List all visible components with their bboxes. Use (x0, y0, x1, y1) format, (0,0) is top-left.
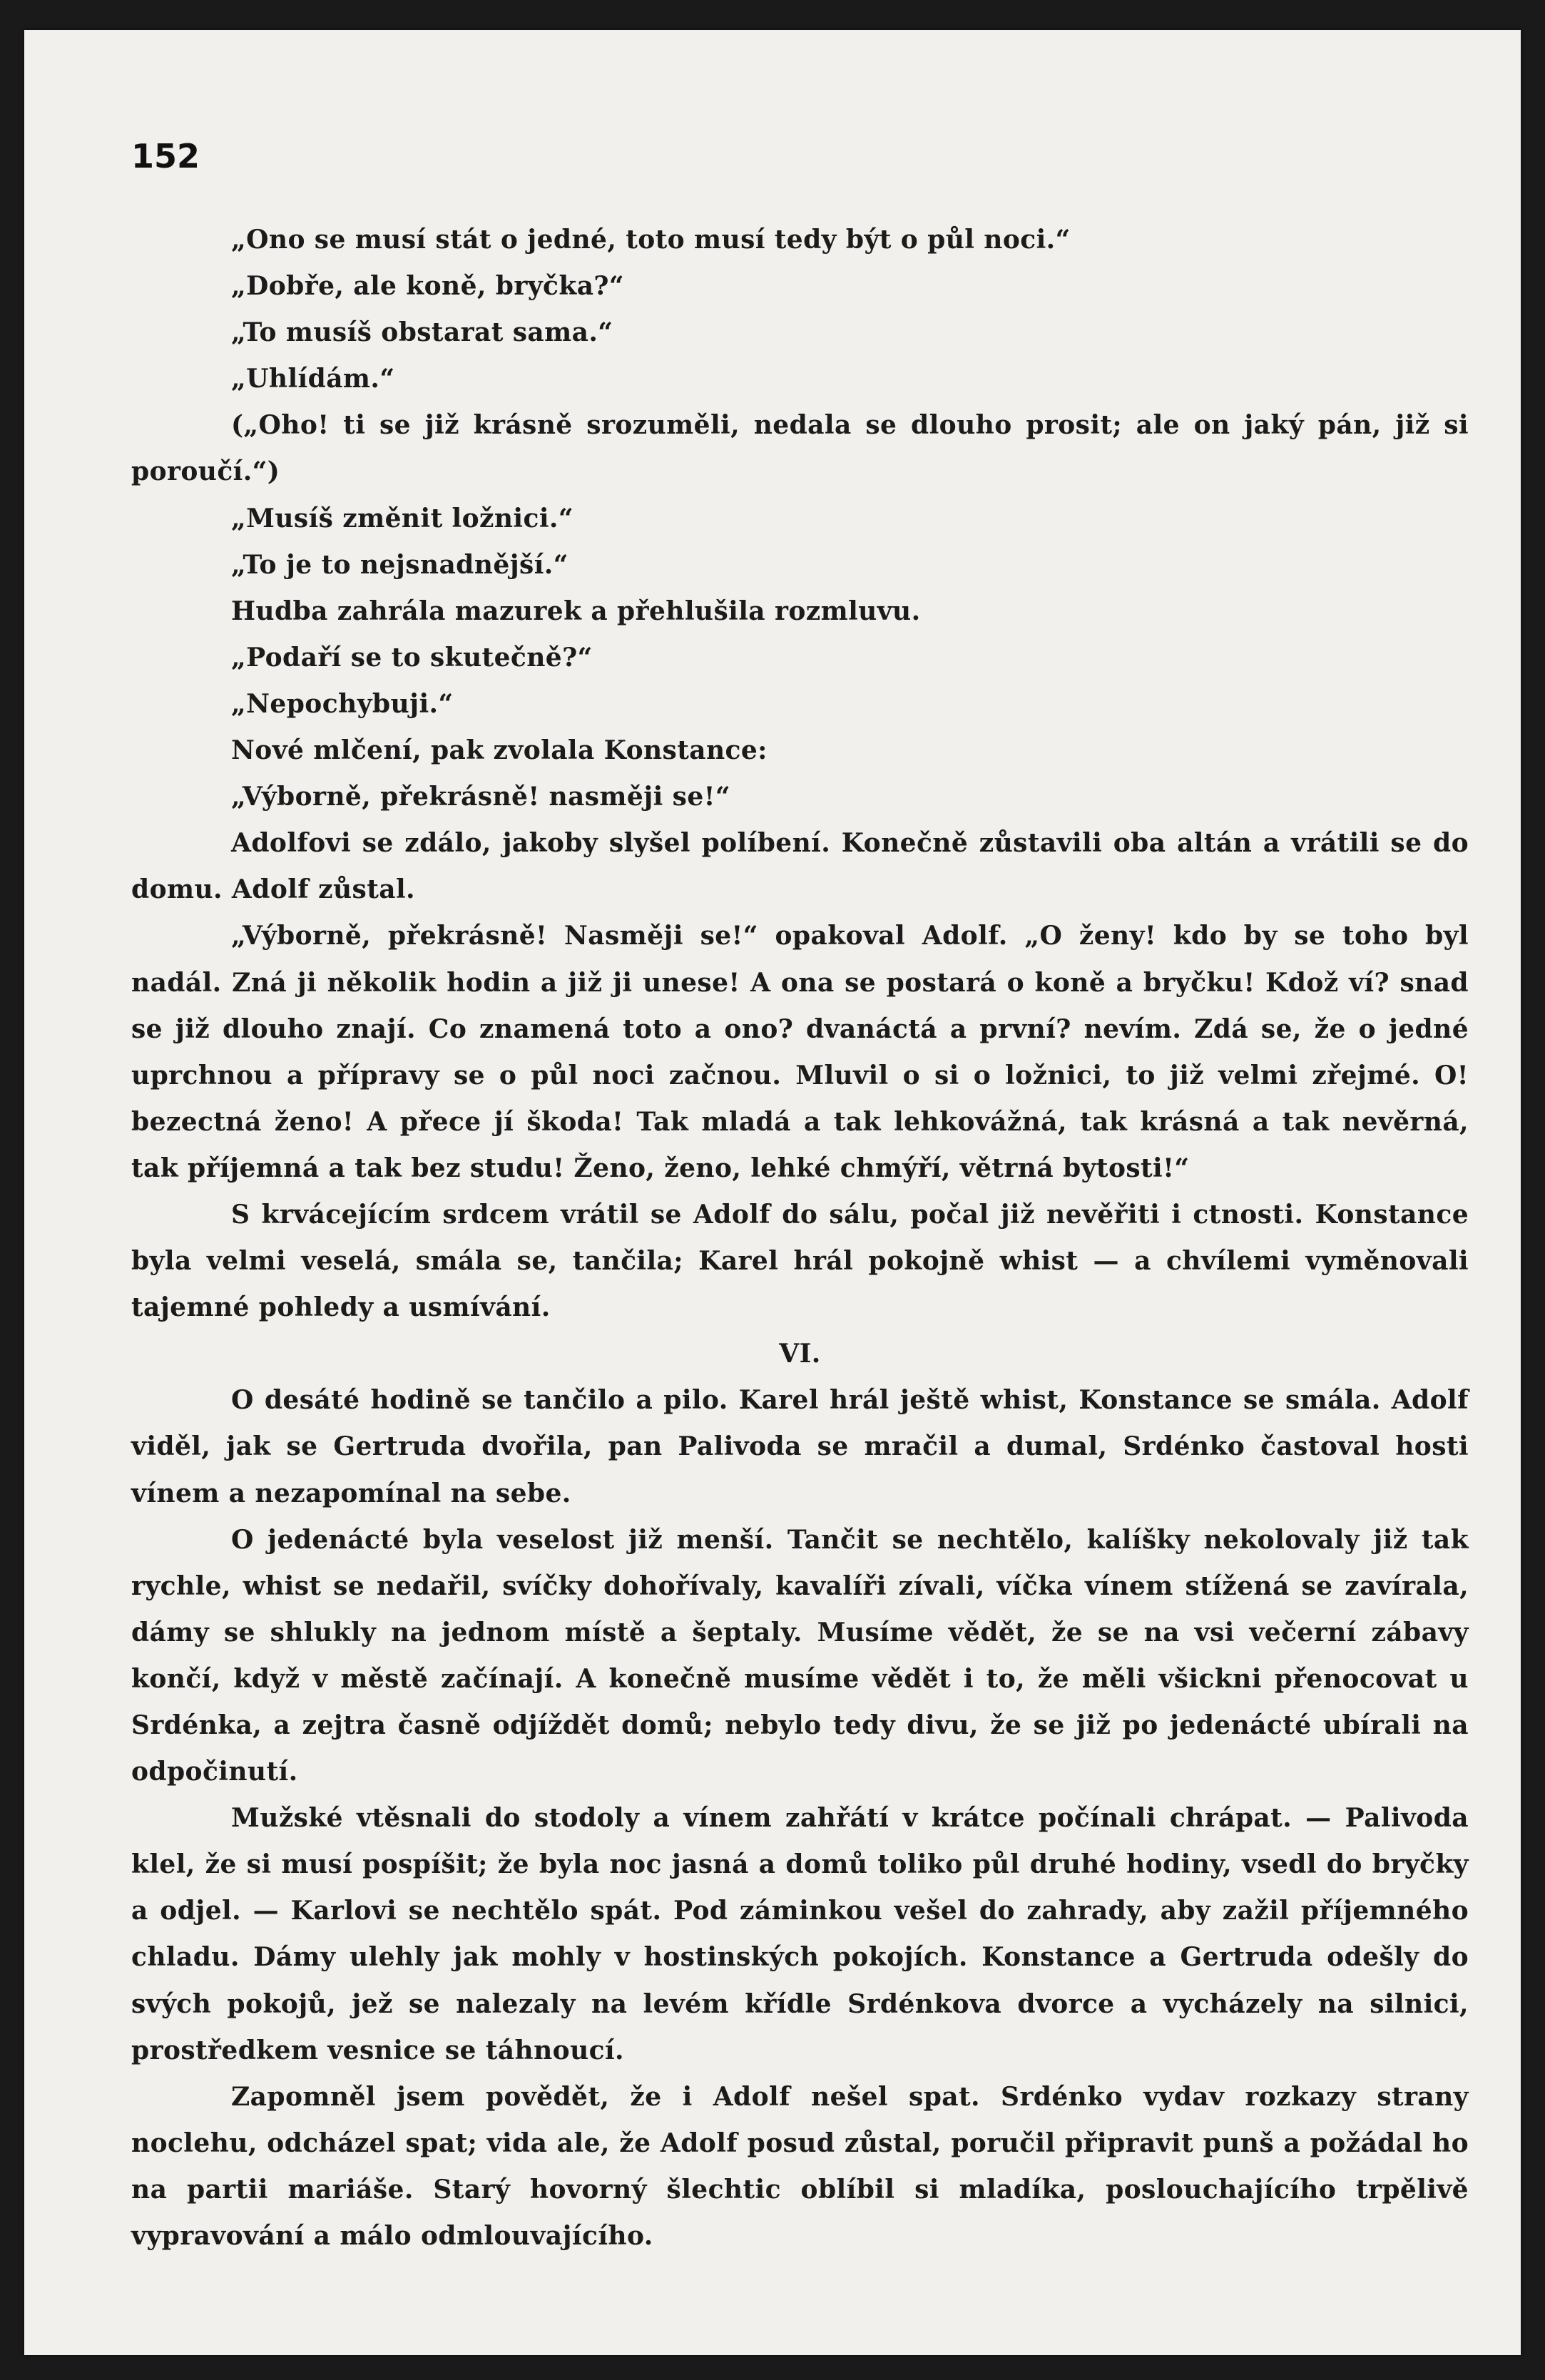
paragraph: „Nepochybuji.“ (231, 688, 454, 719)
paragraph: O jedenácté byla veselost již menší. Tančit se nechtělo, kalíšky nekolovaly již tak rychle, whist se nedařil, svíčky dohořívaly, kavalíři zívali, víčka vínem stížená se zavírala, dámy se shlukly na jednom místě a šeptaly. Musíme vědět, že se na vsi večerní zábavy končí, když v městě začínají. A konečně musíme vědět i to, že měli všickni přenocovat u Srdénka, a zejtra časně odjíždět domů; nebylo tedy divu, že se již po jedenácté ubírali na odpočinutí. (131, 1524, 1469, 1787)
paragraph: „Výborně, překrásně! Nasměji se!“ opakoval Adolf. „O ženy! kdo by se toho byl nadál. Zná ji několik hodin a již ji unese! A ona se postará o koně a bryčku! Kdož ví? snad se již dlouho znají. Co znamená toto a ono? dvanáctá a první? nevím. Zdá se, že o jedné uprchnou a přípravy se o půl noci začnou. Mluvil o si o ložnici, to již velmi zřejmé. O! bezectná ženo! A přece jí škoda! Tak mladá a tak lehkovážná, tak krásná a tak nevěrná, tak příjemná a tak bez studu! Ženo, ženo, lehké chmýří, větrná bytosti!“ (131, 921, 1469, 1183)
paragraph: Zapomněl jsem povědět, že i Adolf nešel spat. Srdénko vydav rozkazy strany noclehu, odcházel spat; vida ale, že Adolf posud zůstal, poručil připravit punš a požádal ho na partii mariáše. Starý hovorný šlechtic oblíbil si mladíka, poslouchajícího trpělivě vypravování a málo odmlouvajícího. (131, 2081, 1469, 2252)
paragraph: „Musíš změnit ložnici.“ (231, 503, 573, 533)
paragraph: S krvácejícím srdcem vrátil se Adolf do sálu, počal již nevěřiti i ctnosti. Konstance byla velmi veselá, smála se, tančila; Karel hrál pokojně whist — a chvílemi vyměnovali tajemné pohledy a usmívání. (131, 1199, 1469, 1323)
paragraph: O desáté hodině se tančilo a pilo. Karel hrál ještě whist, Konstance se smála. Adolf viděl, jak se Gertruda dvořila, pan Palivoda se mračil a dumal, Srdénko častoval hosti vínem a nezapomínal na sebe. (131, 1385, 1469, 1508)
paragraph: Nové mlčení, pak zvolala Konstance: (231, 735, 768, 766)
paragraph: Hudba zahrála mazurek a přehlušila rozmluvu. (231, 596, 921, 626)
paragraph: „Ono se musí stát o jedné, toto musí tedy být o půl noci.“ (231, 225, 1071, 255)
paragraph: „Podaří se to skutečně?“ (231, 642, 593, 673)
book-page (24, 30, 1521, 2355)
page-text (131, 217, 1469, 2259)
page-number: 152 (131, 137, 200, 175)
paragraph: „Dobře, ale koně, bryčka?“ (231, 271, 625, 302)
paragraph: „Výborně, překrásně! nasměji se!“ (231, 782, 730, 812)
paragraph: Mužské vtěsnali do stodoly a vínem zahřátí v krátce počínali chrápat. — Palivoda klel, že si musí pospíšit; že byla noc jasná a domů toliko půl druhé hodiny, vsedl do bryčky a odjel. — Karlovi se nechtělo spát. Pod záminkou vešel do zahrady, aby zažil příjemného chladu. Dámy ulehly jak mohly v hostinských pokojích. Konstance a Gertruda odešly do svých pokojů, jež se nalezaly na levém křídle Srdénkova dvorce a vycházely na silnici, prostředkem vesnice se táhnoucí. (131, 1803, 1469, 2065)
paragraph: („Oho! ti se již krásně srozuměli, nedala se dlouho prosit; ale on jaký pán, již si poroučí.“) (131, 410, 1469, 487)
paragraph: „Uhlídám.“ (231, 364, 395, 394)
paragraph: „To je to nejsnadnější.“ (231, 549, 568, 580)
section-heading: VI. (779, 1339, 821, 1369)
paragraph: „To musíš obstarat sama.“ (231, 317, 613, 348)
paragraph: Adolfovi se zdálo, jakoby slyšel políbení. Konečně zůstavili oba altán a vrátili se do domu. Adolf zůstal. (131, 828, 1469, 905)
